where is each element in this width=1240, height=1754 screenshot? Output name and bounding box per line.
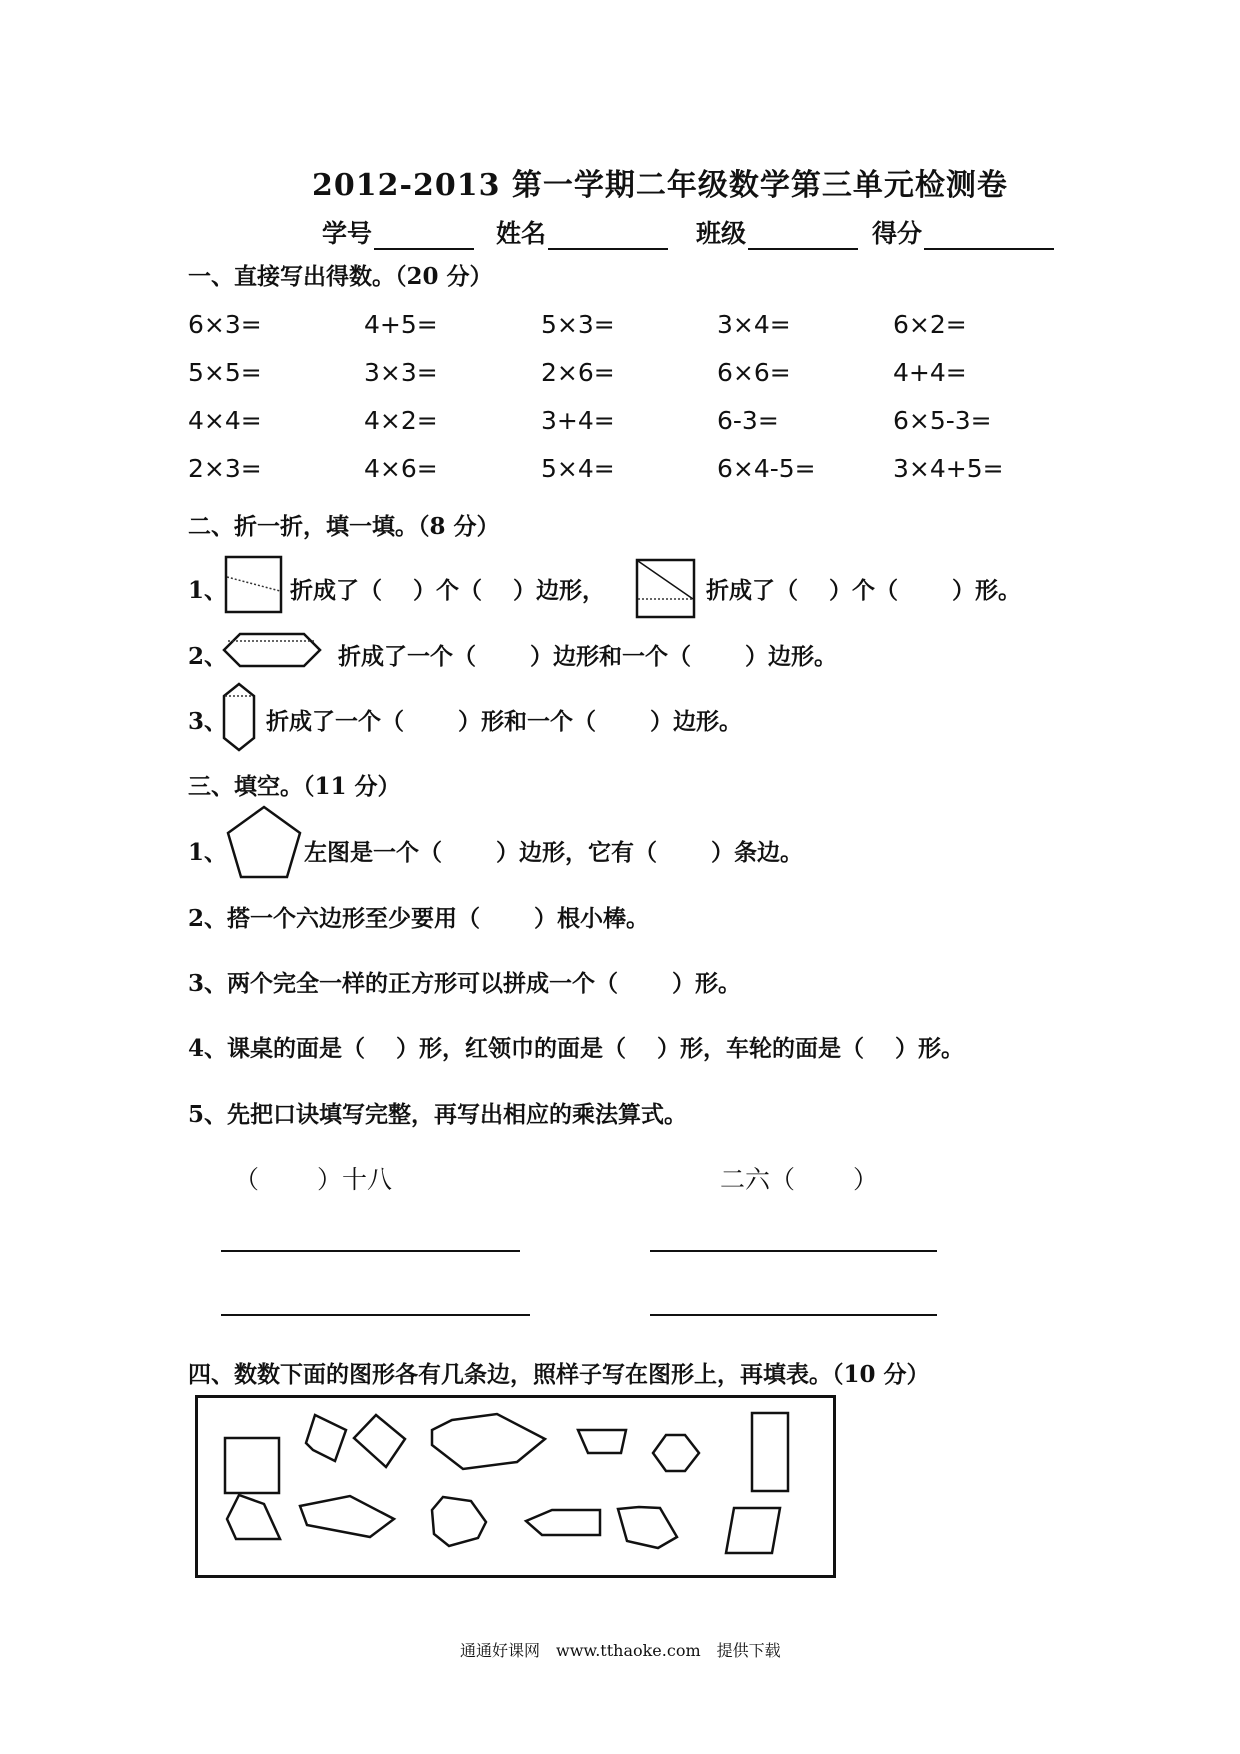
answer-line[interactable] (221, 1250, 520, 1252)
shapes-box (195, 1395, 837, 1579)
folded-square-diagonal-icon (635, 558, 697, 620)
question-text: 折成了（ ）个（ ）形。 (706, 577, 1022, 604)
calc-item: 6×5-3= (893, 406, 992, 435)
page-title: 2012-2013 第一学期二年级数学第三单元检测卷 (312, 168, 1008, 203)
student-id-label: 学号 (322, 219, 373, 248)
score-field[interactable] (872, 214, 1054, 250)
calc-item: 6×2= (893, 310, 967, 339)
question-number: 1、 (188, 577, 228, 604)
answer-line[interactable] (650, 1314, 937, 1316)
pentagon-irregular-shape (227, 1495, 280, 1539)
section2-heading: 二、折一折，填一填。（8 分） (188, 513, 500, 540)
pentagon-wide-shape (300, 1496, 394, 1537)
calc-item: 5×5= (188, 358, 262, 387)
answer-line[interactable] (221, 1314, 530, 1316)
parallelogram-shape (726, 1508, 780, 1553)
name-label: 姓名 (496, 219, 547, 248)
question-text: 3、两个完全一样的正方形可以拼成一个（ ）形。 (188, 970, 742, 997)
pentagon-icon (224, 804, 304, 880)
calc-item: 2×6= (541, 358, 615, 387)
footer-text: 通通好课网 www.tthaoke.com 提供下载 (460, 1641, 781, 1660)
question-number: 3、 (188, 708, 228, 735)
student-id-field[interactable] (322, 214, 474, 250)
hexagon-shape (653, 1435, 699, 1471)
section4-heading: 四、数数下面的图形各有几条边，照样子写在图形上，再填表。（10 分） (188, 1361, 930, 1388)
section1-heading: 一、直接写出得数。（20 分） (188, 263, 493, 290)
folded-square-icon (224, 555, 284, 615)
hexagon-irregular-shape (432, 1414, 545, 1469)
heptagon-shape (432, 1497, 486, 1546)
arrow-quad-shape (526, 1510, 600, 1535)
class-label: 班级 (696, 219, 747, 248)
calc-item: 5×3= (541, 310, 615, 339)
question-number: 2、 (188, 643, 228, 670)
answer-line[interactable] (650, 1250, 937, 1252)
hexagon-small-shape (618, 1507, 677, 1548)
folded-hexagon-icon (222, 630, 322, 670)
folded-tall-hexagon-icon (222, 682, 258, 752)
rhyme-right: 二六（ ） (720, 1165, 878, 1194)
calc-item: 4+4= (893, 358, 967, 387)
calc-item: 3×3= (364, 358, 438, 387)
class-field[interactable] (696, 214, 858, 250)
question-number: 1、 (188, 839, 228, 866)
calc-item: 3×4= (717, 310, 791, 339)
rectangle-shape (752, 1413, 788, 1491)
calc-item: 6-3= (717, 406, 779, 435)
calc-item: 4×2= (364, 406, 438, 435)
question-text: 折成了一个（ ）形和一个（ ）边形。 (266, 708, 743, 735)
calc-item: 5×4= (541, 454, 615, 483)
section3-heading: 三、填空。（11 分） (188, 773, 401, 800)
name-field[interactable] (496, 214, 668, 250)
question-text: 左图是一个（ ）边形，它有（ ）条边。 (304, 839, 804, 866)
question-text: 5、先把口诀填写完整，再写出相应的乘法算式。 (188, 1101, 688, 1128)
rhombus-shape (306, 1415, 346, 1461)
question-text: 4、课桌的面是（ ）形，红领巾的面是（ ）形，车轮的面是（ ）形。 (188, 1035, 965, 1062)
question-text: 折成了一个（ ）边形和一个（ ）边形。 (338, 643, 838, 670)
score-label: 得分 (872, 219, 923, 248)
calc-item: 6×6= (717, 358, 791, 387)
calc-item: 4+5= (364, 310, 438, 339)
quadrilateral-shape (354, 1415, 405, 1467)
question-text: 折成了（ ）个（ ）边形， (290, 577, 606, 604)
calc-item: 3×4+5= (893, 454, 1004, 483)
calc-item: 4×4= (188, 406, 262, 435)
question-text: 2、搭一个六边形至少要用（ ）根小棒。 (188, 905, 650, 932)
calc-item: 4×6= (364, 454, 438, 483)
calc-item: 6×3= (188, 310, 262, 339)
calc-item: 2×3= (188, 454, 262, 483)
square-shape (225, 1438, 279, 1493)
calc-item: 3+4= (541, 406, 615, 435)
trapezoid-shape (578, 1430, 626, 1453)
calc-item: 6×4-5= (717, 454, 816, 483)
rhyme-left: （ ）十八 (234, 1165, 392, 1194)
